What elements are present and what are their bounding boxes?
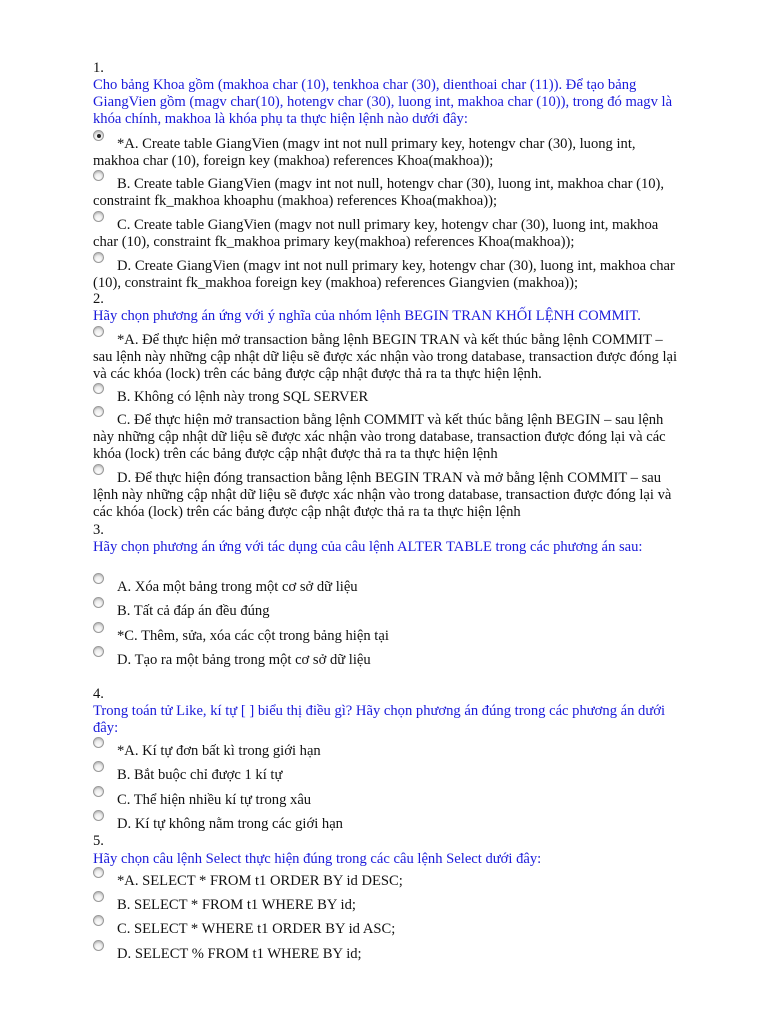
option-label: C. Create table GiangVien (magv not null primary key, hotengv char (30), luong int, makhoa char (10), constraint fk_makhoa primary key(makhoa) references Khoa(makhoa)); [93,217,659,250]
question-2-option-b[interactable] [93,389,685,406]
option-label: D. SELECT % FROM t1 WHERE BY id; [117,946,362,962]
question-3-option-d[interactable] [93,652,685,669]
option-label: B. Create table GiangVien (magv int not null, hotengv char (30), luong int, makhoa char (10), constraint fk_makhoa khoaphu (makhoa) references Khoa(makhoa)); [93,176,665,209]
question-1-option-c[interactable] [93,217,685,251]
option-label: B. SELECT * FROM t1 WHERE BY id; [117,897,356,913]
radio-button[interactable] [93,786,104,797]
question-2-number: 2. [93,291,104,307]
radio-button[interactable] [93,646,104,657]
question-5-number: 5. [93,833,104,849]
radio-button[interactable] [93,464,104,475]
question-5-option-b[interactable] [93,897,685,914]
question-3-text: Hãy chọn phương án ứng với tác dụng của câu lệnh ALTER TABLE trong các phương án sau: [93,539,643,555]
radio-button[interactable] [93,383,104,394]
option-label: *A. Để thực hiện mở transaction bằng lệnh BEGIN TRAN và kết thúc bằng lệnh COMMIT – sau lệnh này những cập nhật dữ liệu sẽ được xác nhận vào trong database, transaction được đóng lại và các khóa (lock) trên các bảng được cập nhật được thả ra ta thực hiện lệnh. [93,332,678,382]
radio-button[interactable] [93,130,104,141]
question-5-text: Hãy chọn câu lệnh Select thực hiện đúng trong các câu lệnh Select dưới đây: [93,851,542,867]
question-3-option-b[interactable] [93,603,685,620]
radio-button[interactable] [93,867,104,878]
question-5-option-a[interactable] [93,873,685,890]
option-label: B. Không có lệnh này trong SQL SERVER [117,389,369,405]
radio-button[interactable] [93,761,104,772]
option-label: D. Để thực hiện đóng transaction bằng lệnh BEGIN TRAN và mở bằng lệnh COMMIT – sau lệnh này những cập nhật dữ liệu sẽ được xác nhận vào trong database, transaction được đóng lại và các khóa (lock) trên các bảng được cập nhật được thả ra ta thực hiện lệnh [93,470,672,520]
question-4-number: 4. [93,686,104,702]
option-label: D. Kí tự không nằm trong các giới hạn [117,816,343,832]
radio-button[interactable] [93,915,104,926]
radio-button[interactable] [93,326,104,337]
option-label: D. Tạo ra một bảng trong một cơ sở dữ liệu [117,652,371,668]
option-label: *A. Kí tự đơn bất kì trong giới hạn [117,743,321,759]
question-4-option-b[interactable] [93,767,685,784]
radio-button[interactable] [93,891,104,902]
option-label: B. Bắt buộc chỉ được 1 kí tự [117,767,283,783]
question-3-option-c[interactable] [93,628,685,645]
radio-button[interactable] [93,940,104,951]
option-label: D. Create GiangVien (magv int not null primary key, hotengv char (30), luong int, makhoa char (10), constraint fk_makhoa foreign key (makhoa) references Giangvien (makhoa)); [93,258,675,291]
option-label: C. Thể hiện nhiều kí tự trong xâu [117,792,312,808]
radio-button[interactable] [93,406,104,417]
question-5-option-d[interactable] [93,946,685,963]
question-1-number: 1. [93,60,104,76]
radio-button[interactable] [93,597,104,608]
question-1-option-b[interactable] [93,176,685,210]
radio-button[interactable] [93,170,104,181]
option-label: B. Tất cả đáp án đều đúng [117,603,270,619]
option-label: C. Để thực hiện mở transaction bằng lệnh COMMIT và kết thúc bằng lệnh BEGIN – sau lệnh này những cập nhật dữ liệu sẽ được xác nhận vào trong database, transaction được đóng lại và các khóa (lock) trên các bảng được cập nhật được thả ra ta thực hiện lệnh [93,412,666,462]
radio-button[interactable] [93,622,104,633]
question-2-text: Hãy chọn phương án ứng với ý nghĩa của nhóm lệnh BEGIN TRAN KHỐI LỆNH COMMIT. [93,308,641,324]
question-2-option-d[interactable] [93,470,685,521]
question-2-option-c[interactable] [93,412,685,463]
question-3-number: 3. [93,522,104,538]
option-label: *C. Thêm, sửa, xóa các cột trong bảng hiện tại [117,628,389,644]
option-label: C. SELECT * WHERE t1 ORDER BY id ASC; [117,921,396,937]
radio-button[interactable] [93,211,104,222]
question-5-option-c[interactable] [93,921,685,938]
question-4-option-a[interactable] [93,743,685,760]
radio-button[interactable] [93,573,104,584]
question-4-option-c[interactable] [93,792,685,809]
question-1-option-d[interactable] [93,258,685,292]
option-label: *A. SELECT * FROM t1 ORDER BY id DESC; [117,873,403,889]
question-3-option-a[interactable] [93,579,685,596]
option-label: *A. Create table GiangVien (magv int not null primary key, hotengv char (30), luong int, makhoa char (10), foreign key (makhoa) references Khoa(makhoa)); [93,136,636,169]
question-1-option-a[interactable] [93,136,685,170]
radio-button[interactable] [93,810,104,821]
question-1-text: Cho bảng Khoa gồm (makhoa char (10), tenkhoa char (30), dienthoai char (11)). Để tạo bảng GiangVien gồm (magv char(10), hotengv char (30), luong int, makhoa char (10)), trong đó magv là khóa chính, makhoa là khóa phụ ta thực hiện lệnh nào dưới đây: [93,77,673,127]
question-4-option-d[interactable] [93,816,685,833]
option-label: A. Xóa một bảng trong một cơ sở dữ liệu [117,579,358,595]
radio-button[interactable] [93,252,104,263]
radio-button[interactable] [93,737,104,748]
question-4-text: Trong toán tử Like, kí tự [ ] biểu thị điều gì? Hãy chọn phương án đúng trong các phương án dưới đây: [93,703,666,736]
question-2-option-a[interactable] [93,332,685,383]
